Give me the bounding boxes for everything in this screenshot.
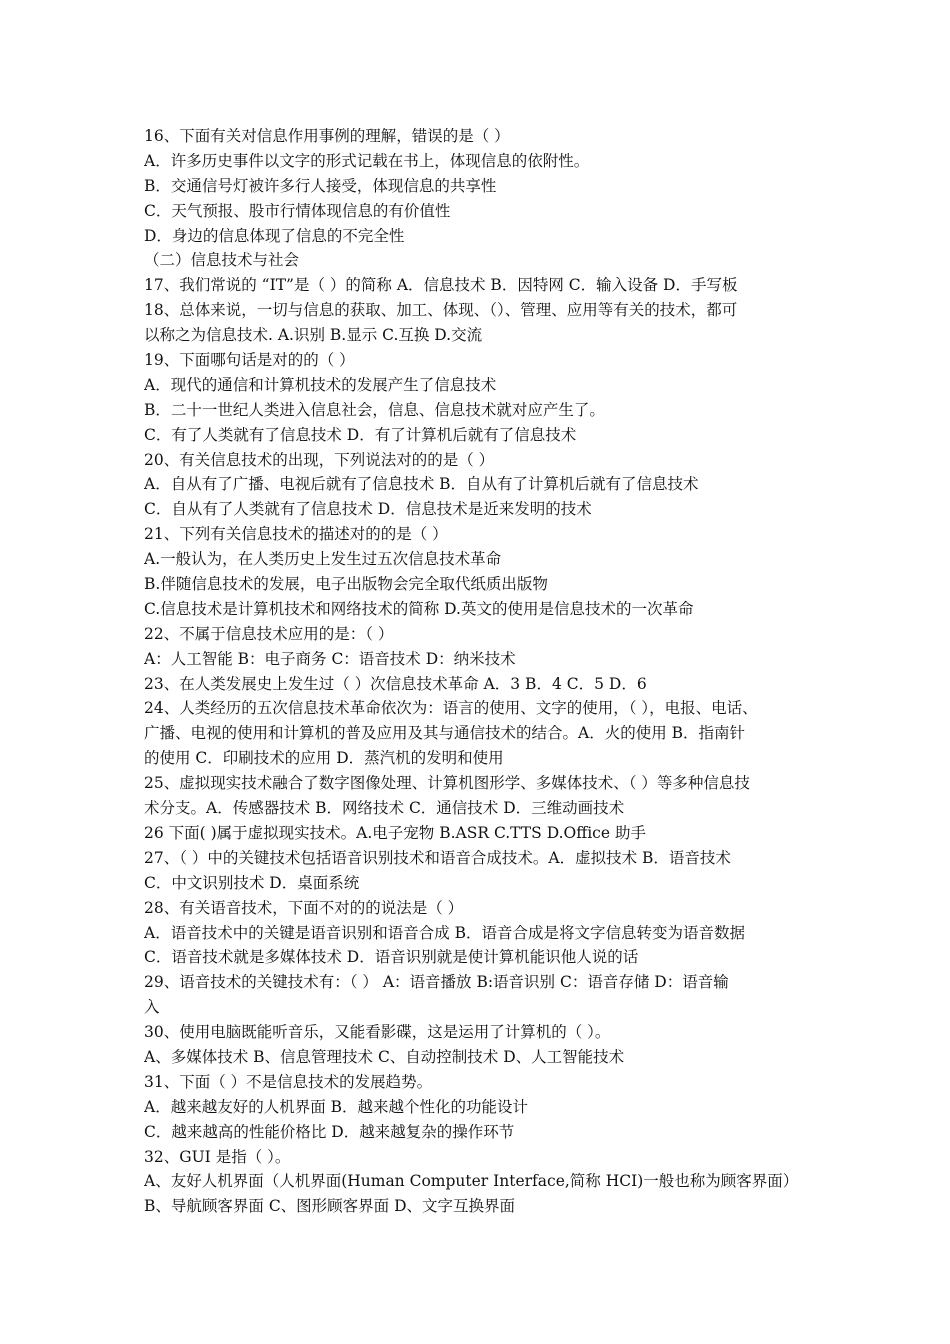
text-line: 广播、电视的使用和计算机的普及应用及其与通信技术的结合。A．火的使用 B．指南针	[144, 724, 746, 743]
text-line: 30、使用电脑既能听音乐，又能看影碟，这是运用了计算机的（ ）。	[144, 1023, 611, 1042]
text-line: A、多媒体技术 B、信息管理技术 C、自动控制技术 D、人工智能技术	[144, 1047, 625, 1066]
text-line: C．越来越高的性能价格比 D．越来越复杂的操作环节	[144, 1122, 515, 1141]
text-line: 21、下列有关信息技术的描述对的的是（ ）	[144, 525, 448, 544]
text-line: 19、下面哪句话是对的的（ ）	[144, 351, 355, 370]
text-line: C．自从有了人类就有了信息技术 D．信息技术是近来发明的技术	[144, 500, 592, 519]
text-line: A．越来越友好的人机界面 B．越来越个性化的功能设计	[144, 1097, 529, 1116]
text-line: 18、总体来说，一切与信息的获取、加工、体现、（）、管理、应用等有关的技术，都可	[144, 301, 738, 320]
text-line: A．现代的通信和计算机技术的发展产生了信息技术	[144, 375, 497, 394]
text-line: C．天气预报、股市行情体现信息的有价值性	[144, 201, 451, 220]
text-line: 23、在人类发展史上发生过（ ）次信息技术革命 A．3 B．4 C．5 D．6	[144, 674, 647, 693]
text-line: 32、GUI 是指（ ）。	[144, 1147, 291, 1166]
text-line: 27、（ ）中的关键技术包括语音识别技术和语音合成技术。A．虚拟技术 B．语音技术	[144, 848, 731, 867]
text-line: A：人工智能 B：电子商务 C：语音技术 D：纳米技术	[144, 649, 516, 668]
text-line: 26 下面( )属于虚拟现实技术。A.电子宠物 B.ASR C.TTS D.Office 助手	[144, 823, 646, 842]
text-line: B.伴随信息技术的发展，电子出版物会完全取代纸质出版物	[144, 575, 548, 594]
text-line: A．语音技术中的关键是语音识别和语音合成 B．语音合成是将文字信息转变为语音数据	[144, 923, 746, 942]
text-line: 24、人类经历的五次信息技术革命依次为：语言的使用、文字的使用，（ ），电报、电话、	[144, 699, 758, 718]
text-line: 的使用 C．印刷技术的应用 D．蒸汽机的发明和使用	[144, 749, 504, 768]
text-line: A．自从有了广播、电视后就有了信息技术 B．自从有了计算机后就有了信息技术	[144, 475, 699, 494]
text-line: 22、不属于信息技术应用的是：（ ）	[144, 624, 394, 643]
text-line: 17、我们常说的 “IT”是（ ）的简称 A．信息技术 B．因特网 C．输入设备 D．手写板	[144, 276, 738, 295]
text-line: A、友好人机界面（人机界面(Human Computer Interface,简称 HCI)一般也称为顾客界面）	[144, 1172, 799, 1191]
text-line: A.一般认为，在人类历史上发生过五次信息技术革命	[144, 550, 502, 569]
text-line: 20、有关信息技术的出现，下列说法对的的是（ ）	[144, 450, 495, 469]
text-line: 入	[144, 998, 160, 1017]
text-line: 16、下面有关对信息作用事例的理解，错误的是（ ）	[144, 127, 510, 145]
text-line: 以称之为信息技术. A.识别 B.显示 C.互换 D.交流	[144, 326, 483, 345]
text-line: C.信息技术是计算机技术和网络技术的简称 D.英文的使用是信息技术的一次革命	[144, 599, 694, 618]
text-line: B．交通信号灯被许多行人接受，体现信息的共享性	[144, 176, 497, 195]
text-line: C．中文识别技术 D．桌面系统	[144, 873, 360, 892]
text-line: 术分支。A．传感器技术 B．网络技术 C．通信技术 D．三维动画技术	[144, 799, 625, 818]
text-line: C．有了人类就有了信息技术 D．有了计算机后就有了信息技术	[144, 425, 577, 444]
text-line: A．许多历史事件以文字的形式记载在书上，体现信息的依附性。	[144, 151, 590, 170]
text-line: 29、语音技术的关键技术有：（ ） A：语音播放 B:语音识别 C：语音存储 D：语音输	[144, 973, 729, 992]
text-line: D．身边的信息体现了信息的不完全性	[144, 226, 405, 245]
text-line: B、导航顾客界面 C、图形顾客界面 D、文字互换界面	[144, 1197, 516, 1216]
document-text	[144, 124, 824, 1219]
text-line: 25、虚拟现实技术融合了数字图像处理、计算机图形学、多媒体技术、（ ）等多种信息技	[144, 774, 750, 793]
text-line: B．二十一世纪人类进入信息社会，信息、信息技术就对应产生了。	[144, 400, 605, 419]
text-line: C．语音技术就是多媒体技术 D．语音识别就是使计算机能识他人说的话	[144, 948, 639, 967]
text-line: 31、下面（ ）不是信息技术的发展趋势。	[144, 1072, 433, 1091]
text-line: （二）信息技术与社会	[144, 251, 300, 270]
text-line: 28、有关语音技术，下面不对的的说法是（ ）	[144, 898, 464, 917]
